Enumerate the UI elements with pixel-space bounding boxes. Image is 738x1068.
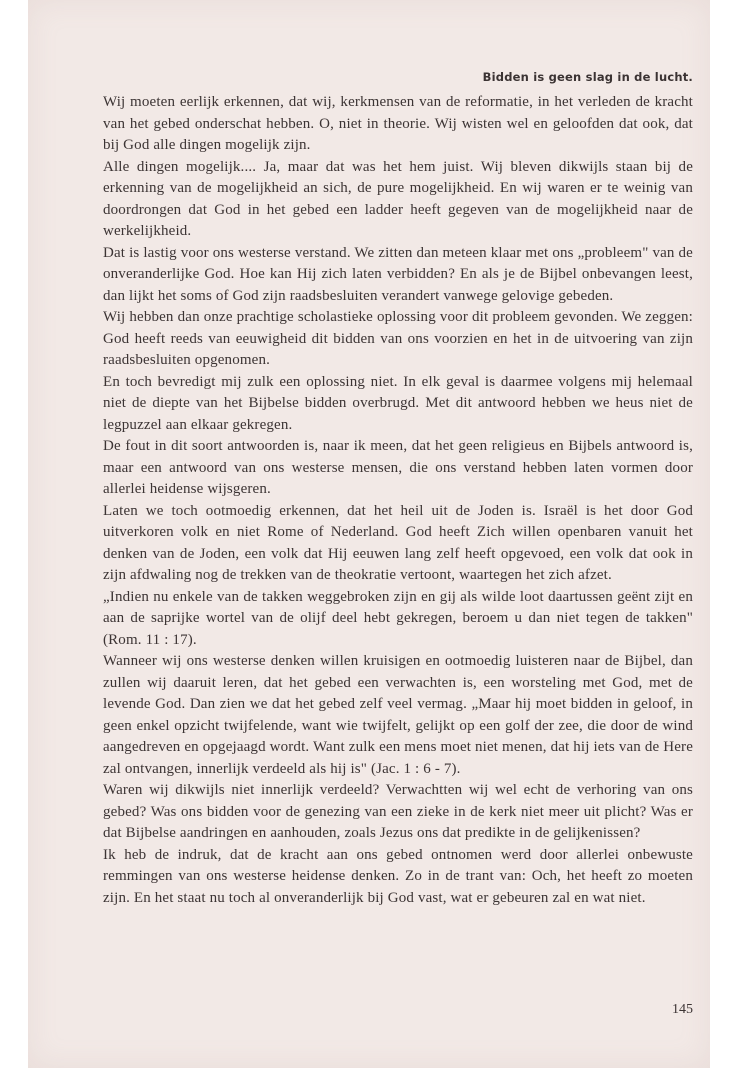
running-title: Bidden is geen slag in de lucht.	[482, 70, 693, 84]
page-number: 145	[672, 1002, 693, 1017]
paragraph: Wij hebben dan onze prachtige scholastieke oplossing voor dit probleem gevonden. We zeggen: God heeft reeds van eeuwigheid dit bidden van ons voorzien en het in de uitvoering van zijn raadsbesluiten opgenomen.	[103, 309, 693, 368]
paragraph: Laten we toch ootmoedig erkennen, dat het heil uit de Joden is. Israël is het door God uitverkoren volk en niet Rome of Nederland. God heeft Zich willen openbaren vanuit het denken van de Joden, een volk dat Hij eeuwen lang zelf heeft opgevoed, een volk dat ook in zijn afdwaling nog de trekken van de theokratie vertoont, waartegen het zich afzet.	[103, 502, 693, 583]
paragraph: Waren wij dikwijls niet innerlijk verdeeld? Verwachtten wij wel echt de verhoring van ons gebed? Was ons bidden voor de genezing van een zieke in de kerk niet meer uit plicht? Was er dat Bijbelse aandringen en aanhouden, zoals Jezus ons dat predikte in de gelijkenissen?	[103, 782, 693, 841]
book-page	[28, 0, 710, 1068]
paragraph: Alle dingen mogelijk.... Ja, maar dat was het hem juist. Wij bleven dikwijls staan bij de erkenning van de mogelijkheid an sich, de pure mogelijkheid. En wij waren er te weinig van doordrongen dat God in het gebed een ladder heeft gegeven van de mogelijkheid naar de werkelijkheid.	[103, 158, 693, 239]
paragraph: Dat is lastig voor ons westerse verstand. We zitten dan meteen klaar met ons „probleem" van de onveranderlijke God. Hoe kan Hij zich laten verbidden? En als je de Bijbel onbevangen leest, dan lijkt het soms of God zijn raadsbesluiten verandert vanwege gelovige gebeden.	[103, 244, 693, 304]
paragraph: „Indien nu enkele van de takken weggebroken zijn en gij als wilde loot daartussen geënt zijt en aan de saprijke wortel van de olijf deel hebt gekregen, beroem u dan niet tegen de takken" (Rom. 11 : 17).	[103, 588, 693, 648]
paragraph: En toch bevredigt mij zulk een oplossing niet. In elk geval is daarmee volgens mij helemaal niet de diepte van het Bijbelse bidden overbrugd. Met dit antwoord hebben we heus niet de legpuzzel aan elkaar gekregen.	[103, 373, 693, 433]
paragraph: Ik heb de indruk, dat de kracht aan ons gebed ontnomen werd door allerlei onbewuste remmingen van ons westerse heidense denken. Zo in de trant van: Och, het heeft zo moeten zijn. En het staat nu toch al onveranderlijk bij God vast, wat er gebeuren zal en wat niet.	[103, 846, 693, 906]
paragraph: Wanneer wij ons westerse denken willen kruisigen en ootmoedig luisteren naar de Bijbel, dan zullen wij daaruit leren, dat het gebed een verwachten is, een worsteling met God, met de levende God. Dan zien we dat het gebed zelf veel vermag. „Maar hij moet bidden in geloof, in geen enkel opzicht twijfelende, want wie twijfelt, gelijkt op een golf der zee, die door de wind aangedreven en opgejaagd wordt. Want zulk een mens moet niet menen, dat hij iets van de Here zal ontvangen, innerlijk verdeeld als hij is" (Jac. 1 : 6 - 7).	[103, 653, 693, 777]
body-text	[103, 92, 693, 909]
paragraph: De fout in dit soort antwoorden is, naar ik meen, dat het geen religieus en Bijbels antwoord is, maar een antwoord van ons westerse mensen, die ons verstand hebben laten vormen door allerlei heidense wijsgeren.	[103, 438, 693, 497]
paragraph: Wij moeten eerlijk erkennen, dat wij, kerkmensen van de reformatie, in het verleden de kracht van het gebed onderschat hebben. O, niet in theorie. Wij wisten wel en geloofden dat ook, dat bij God alle dingen mogelijk zijn.	[103, 94, 693, 153]
